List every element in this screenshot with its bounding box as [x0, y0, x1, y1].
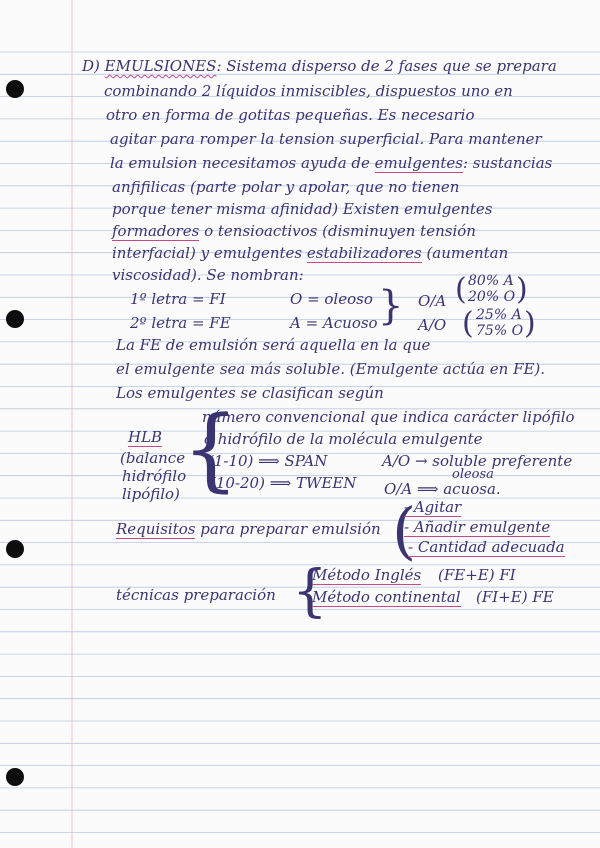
note-line: viscosidad). Se nombran:	[112, 266, 304, 284]
nomenclature-row-2-letter: 2º letra = FE	[130, 314, 231, 332]
paren-left: (	[462, 306, 474, 341]
paren-right: )	[516, 272, 528, 307]
proportion: 20% O	[468, 289, 516, 305]
binder-hole	[6, 80, 24, 98]
hlb-subtext: (balance	[120, 449, 186, 467]
requisito-item: - Agitar	[404, 498, 462, 516]
note-line: D) EMULSIONES: Sistema disperso de 2 fases que se prepara	[82, 57, 557, 75]
brace: {	[182, 397, 240, 502]
hlb-definition: o hidrófilo de la molécula emulgente	[204, 430, 483, 448]
proportion: 75% O	[476, 323, 524, 339]
heading-marker: D)	[82, 57, 100, 75]
note-line: anfifilicas (parte polar y apolar, que no tienen	[112, 178, 460, 196]
nomenclature-row-1-phase: O = oleoso	[290, 290, 373, 308]
metodo-ingles: Método Inglés	[312, 566, 422, 584]
paren-right: )	[524, 306, 536, 341]
note-line: porque tener misma afinidad) Existen emulgentes	[112, 200, 493, 218]
heading-emulsiones: EMULSIONES	[104, 57, 217, 75]
binder-hole	[6, 768, 24, 786]
note-line: interfacial) y emulgentes estabilizadores (aumentan	[112, 244, 509, 262]
hlb-subtext: hidrófilo	[122, 467, 187, 485]
hlb-range-tween: (10-20) ⟹ TWEEN	[210, 474, 357, 492]
metodo-continental: Método continental	[312, 588, 461, 606]
hlb-range-span: (1-10) ⟹ SPAN	[208, 452, 328, 470]
brace: {	[292, 559, 328, 624]
hlb-subtext: lipófilo)	[122, 485, 180, 503]
requisitos-label: Requisitos	[116, 520, 196, 538]
proportion: 80% A	[468, 273, 514, 289]
note-line: combinando 2 líquidos inmiscibles, dispuestos uno en	[104, 82, 513, 100]
nomenclature-row-1-letter: 1º letra = FI	[130, 290, 226, 308]
note-line: Los emulgentes se clasifican según	[116, 384, 384, 402]
emulsion-type-ao: A/O	[418, 316, 447, 334]
tecnicas-label: técnicas preparación	[116, 586, 276, 604]
term-formadores: formadores	[112, 222, 200, 240]
binder-hole	[6, 540, 24, 558]
note-line: formadores o tensioactivos (disminuyen tensión	[112, 222, 476, 240]
requisitos-line: Requisitos para preparar emulsión	[116, 520, 381, 538]
metodo-ingles-formula: (FE+E) FI	[438, 566, 516, 584]
nomenclature-row-2-phase: A = Acuoso	[290, 314, 378, 332]
binder-hole	[6, 310, 24, 328]
note-line: La FE de emulsión será aquella en la que	[116, 336, 431, 354]
emulsion-type-oa: O/A	[418, 292, 447, 310]
term-emulgentes: emulgentes	[374, 154, 463, 172]
requisito-item: - Cantidad adecuada	[408, 538, 565, 556]
brace: (	[392, 494, 417, 567]
term-estabilizadores: estabilizadores	[306, 244, 422, 262]
paren-left: (	[455, 272, 467, 307]
metodo-continental-formula: (FI+E) FE	[476, 588, 554, 606]
brace: }	[378, 283, 404, 329]
hlb-oleosa: oleosa	[452, 467, 494, 482]
note-line: la emulsion necesitamos ayuda de emulgentes: sustancias	[110, 154, 553, 172]
requisito-item: - Añadir emulgente	[404, 518, 551, 536]
note-line: agitar para romper la tension superficial. Para mantener	[110, 130, 542, 148]
hlb-span-result: A/O → soluble preferente	[382, 452, 573, 470]
hlb-definition: número convencional que indica carácter lipófilo	[202, 408, 575, 426]
proportion: 25% A	[476, 307, 522, 323]
hlb-tween-result: O/A ⟹ acuosa.	[384, 480, 501, 498]
hlb-label: HLB	[128, 428, 163, 446]
note-line: otro en forma de gotitas pequeñas. Es necesario	[106, 106, 475, 124]
note-line: el emulgente sea más soluble. (Emulgente actúa en FE).	[116, 360, 546, 378]
